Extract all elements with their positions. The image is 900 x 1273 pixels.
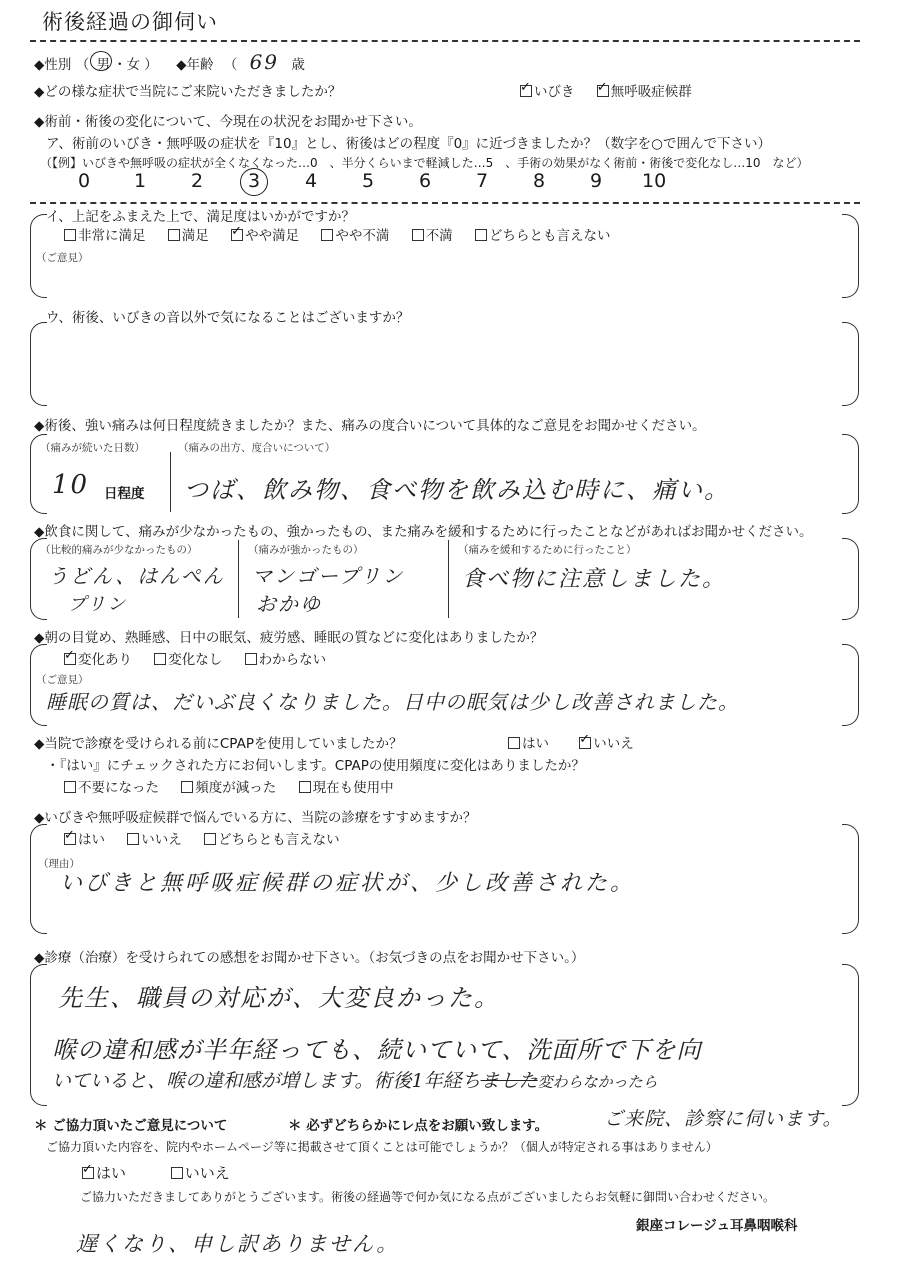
q3-degree-label: （痛みの出方、度合いについて） bbox=[178, 442, 336, 454]
consent-option-no[interactable] bbox=[171, 1164, 230, 1182]
apology-note[interactable]: 遅くなり、申し訳ありません。 bbox=[76, 1232, 400, 1256]
consent-option-yes[interactable] bbox=[82, 1164, 126, 1182]
q6-option-label: いいえ bbox=[593, 736, 634, 752]
q2b-options bbox=[64, 224, 628, 244]
q4-strong-answer-1[interactable]: マンゴープリン bbox=[252, 564, 405, 588]
age-label: ◆年齢 bbox=[176, 57, 214, 73]
q2b-option-satisfied[interactable] bbox=[168, 228, 209, 244]
q2-example: （【例】いびきや無呼吸の症状が全くなくなった…0 、半分くらいまで軽減した…5 、手術の効果がなく術前・術後で変化なし…10 など） bbox=[40, 156, 809, 170]
title-divider bbox=[30, 40, 860, 42]
q4-strong-answer-2[interactable]: おかゆ bbox=[256, 592, 322, 616]
column-divider bbox=[448, 540, 449, 618]
q4-strong-label: （痛みが強かったもの） bbox=[248, 544, 364, 556]
q6-option-yes[interactable] bbox=[508, 736, 549, 752]
q3-text: ◆術後、強い痛みは何日程度続きましたか？また、痛みの度合いについて具体的なご意見をお聞かせください。 bbox=[34, 418, 706, 434]
section-divider bbox=[30, 202, 860, 204]
q5-option-unknown[interactable] bbox=[245, 652, 327, 668]
q2-sub-a: ア、術前のいびき・無呼吸の症状を『10』とし、術後はどの程度『0』に近づきましたか？（数字を○で囲んで下さい） bbox=[46, 136, 771, 152]
q7-reason-label: （理由） bbox=[38, 858, 80, 870]
q7-option-label: はい bbox=[78, 832, 105, 848]
q6-sub: ・『はい』にチェックされた方にお伺いします。CPAPの使用頻度に変化はありましたか？ bbox=[46, 758, 585, 774]
checkbox-icon bbox=[127, 833, 139, 845]
checkbox-icon bbox=[82, 1167, 94, 1179]
q2b-option-dissatisfied[interactable] bbox=[412, 228, 453, 244]
q6-sub-option-label: 頻度が減った bbox=[195, 780, 277, 796]
checkbox-icon bbox=[231, 229, 243, 241]
bracket-right bbox=[842, 964, 859, 1106]
q7-option-neither[interactable] bbox=[204, 832, 340, 848]
q5-option-label: わからない bbox=[258, 652, 327, 668]
q5-option-label: 変化あり bbox=[78, 652, 132, 668]
consent-option-label: いいえ bbox=[184, 1164, 230, 1182]
sex-label: ◆性別 bbox=[34, 57, 72, 73]
q4-relief-answer[interactable]: 食べ物に注意しました。 bbox=[462, 567, 727, 592]
bracket-left bbox=[30, 322, 47, 406]
q7-answer[interactable]: いびきと無呼吸症候群の症状が、少し改善された。 bbox=[60, 871, 636, 896]
q7-option-label: どちらとも言えない bbox=[218, 832, 340, 848]
q6-sub-option-reduced[interactable] bbox=[181, 780, 276, 796]
sex-dot: ・ bbox=[112, 57, 127, 73]
checkbox-icon bbox=[64, 833, 76, 845]
scale-5[interactable]: 5 bbox=[362, 170, 375, 192]
scale-0[interactable]: 0 bbox=[78, 170, 91, 192]
q5-text: ◆朝の目覚め、熟睡感、日中の眠気、疲労感、睡眠の質などに変化はありましたか？ bbox=[34, 630, 544, 646]
bracket-left bbox=[30, 824, 47, 934]
checkbox-icon bbox=[597, 85, 609, 97]
q4-less-answer-1[interactable]: うどん、はんぺん bbox=[48, 564, 225, 588]
age-unit: 歳 bbox=[291, 57, 305, 73]
q8-line-2[interactable]: 喉の違和感が半年経っても、続いていて、洗面所で下を向 bbox=[52, 1036, 702, 1064]
q4-relief-label: （痛みを緩和するために行ったこと） bbox=[458, 544, 637, 556]
sex-male[interactable] bbox=[93, 53, 113, 73]
q5-opinion-label: （ご意見） bbox=[36, 674, 89, 686]
q2b-option-label: やや満足 bbox=[245, 228, 300, 244]
q5-answer[interactable]: 睡眠の質は、だいぶ良くなりました。日中の眠気は少し改善されました。 bbox=[46, 690, 739, 714]
bracket-left bbox=[30, 964, 47, 1106]
q6-options bbox=[508, 732, 652, 752]
paren-open-2: （ bbox=[223, 57, 238, 73]
q1-option-snoring-label: いびき bbox=[534, 84, 575, 100]
checkbox-icon bbox=[204, 833, 216, 845]
q2b-option-label: どちらとも言えない bbox=[488, 228, 611, 244]
q2b-option-neither[interactable] bbox=[475, 228, 611, 244]
q5-options bbox=[64, 648, 344, 668]
consent-option-label: はい bbox=[96, 1164, 127, 1182]
bracket-right bbox=[842, 322, 859, 406]
scale-8[interactable]: 8 bbox=[533, 170, 546, 192]
q2c-text: ウ、術後、いびきの音以外で気になることはございますか？ bbox=[46, 310, 410, 326]
clinic-name: 銀座コレージュ耳鼻咽喉科 bbox=[636, 1218, 798, 1234]
q5-option-changed[interactable] bbox=[64, 652, 132, 668]
checkbox-icon bbox=[520, 85, 532, 97]
q3-days-value[interactable]: 10 bbox=[52, 470, 90, 500]
q4-less-answer-2[interactable]: プリン bbox=[68, 594, 128, 615]
q6-sub-option-label: 現在も使用中 bbox=[312, 780, 394, 796]
q2b-option-label: 満足 bbox=[181, 228, 209, 244]
age-value[interactable]: 69 bbox=[249, 50, 280, 74]
q2b-option-very-satisfied[interactable] bbox=[64, 228, 146, 244]
paren-open: （ bbox=[75, 57, 90, 73]
scale-10[interactable]: 10 bbox=[642, 170, 667, 192]
q8-line-3-strikethrough: ました bbox=[480, 1070, 538, 1092]
bracket-right bbox=[842, 214, 859, 298]
q2b-option-label: やや不満 bbox=[335, 228, 390, 244]
scale-1[interactable]: 1 bbox=[134, 170, 147, 192]
bracket-right bbox=[842, 644, 859, 726]
q3-days-label: （痛みが続いた日数） bbox=[40, 442, 145, 454]
q2b-option-label: 不満 bbox=[425, 228, 453, 244]
sex-row bbox=[34, 50, 305, 74]
checkbox-icon bbox=[64, 653, 76, 665]
checkbox-icon bbox=[64, 781, 76, 793]
scale-2[interactable]: 2 bbox=[191, 170, 204, 192]
consent-heading-b: ＊ 必ずどちらかにレ点をお願い致します。 bbox=[288, 1118, 549, 1134]
q4-text: ◆飲食に関して、痛みが少なかったもの、強かったもの、また痛みを緩和するために行ったことなどがあればお聞かせください。 bbox=[34, 524, 813, 540]
q1-text: ◆どの様な症状で当院にご来院いただきましたか？ bbox=[34, 84, 342, 100]
checkbox-icon bbox=[321, 229, 333, 241]
q6-sub-option-unneeded[interactable] bbox=[64, 780, 159, 796]
q3-degree-answer[interactable]: つば、飲み物、食べ物を飲み込む時に、痛い。 bbox=[184, 476, 730, 504]
consent-options bbox=[82, 1162, 230, 1183]
sex-female[interactable]: 女 bbox=[126, 57, 140, 73]
q2b-text: イ、上記をふまえた上で、満足度はいかがですか？ bbox=[46, 209, 356, 225]
q6-sub-option-still-using[interactable] bbox=[299, 780, 394, 796]
q8-line-3-a: いていると、喉の違和感が増します。術後1年経ち bbox=[52, 1070, 481, 1092]
checkbox-icon bbox=[299, 781, 311, 793]
q4-less-label: （比較的痛みが少なかったもの） bbox=[40, 544, 198, 556]
q8-text: ◆診療（治療）を受けられての感想をお聞かせ下さい。（お気づきの点をお聞かせ下さい。） bbox=[34, 950, 585, 966]
q8-line-3-b: 変わらなかったら bbox=[537, 1073, 658, 1091]
q7-text: ◆いびきや無呼吸症候群で悩んでいる方に、当院の診療をすすめますか？ bbox=[34, 810, 477, 826]
checkbox-icon bbox=[154, 653, 166, 665]
scale-4[interactable]: 4 bbox=[305, 170, 318, 192]
q8-line-4[interactable]: ご来院、診察に伺います。 bbox=[604, 1108, 843, 1130]
q7-option-yes[interactable] bbox=[64, 832, 105, 848]
checkbox-icon bbox=[508, 737, 520, 749]
q5-option-no-change[interactable] bbox=[154, 652, 222, 668]
checkbox-icon bbox=[168, 229, 180, 241]
checkbox-icon bbox=[412, 229, 424, 241]
q1-option-snoring[interactable] bbox=[520, 84, 575, 100]
q7-option-label: いいえ bbox=[141, 832, 182, 848]
bracket-right bbox=[842, 824, 859, 934]
q6-option-label: はい bbox=[522, 736, 549, 752]
column-divider bbox=[238, 540, 239, 618]
q6-option-no[interactable] bbox=[579, 736, 634, 752]
scale-9[interactable]: 9 bbox=[590, 170, 603, 192]
scale-3[interactable]: 3 bbox=[248, 170, 261, 192]
column-divider bbox=[170, 452, 171, 512]
scale-7[interactable]: 7 bbox=[476, 170, 489, 192]
checkbox-icon bbox=[64, 229, 76, 241]
q8-line-3[interactable] bbox=[52, 1066, 658, 1093]
q1-option-apnea[interactable] bbox=[597, 84, 692, 100]
bracket-right bbox=[842, 538, 859, 620]
selected-circle bbox=[240, 168, 268, 196]
checkbox-icon bbox=[245, 653, 257, 665]
checkbox-icon bbox=[475, 229, 487, 241]
q6-sub-option-label: 不要になった bbox=[78, 780, 159, 796]
q7-options bbox=[64, 828, 358, 848]
consent-thanks: ご協力いただきましてありがとうございます。術後の経過等で何か気になる点がございましたらお気軽に御問い合わせください。 bbox=[80, 1190, 776, 1204]
q6-sub-options bbox=[64, 776, 412, 796]
q2b-option-label: 非常に満足 bbox=[78, 228, 146, 244]
checkbox-icon bbox=[181, 781, 193, 793]
paren-close: ） bbox=[144, 57, 158, 73]
bracket-right bbox=[842, 434, 859, 514]
q3-days-unit: 日程度 bbox=[104, 486, 145, 502]
consent-question: ご協力頂いた内容を、院内やホームページ等に掲載させて頂くことは可能でしょうか？（個人が特定される事はありません） bbox=[46, 1140, 718, 1154]
scale-6[interactable]: 6 bbox=[419, 170, 432, 192]
q6-text: ◆当院で診療を受けられる前にCPAPを使用していましたか？ bbox=[34, 736, 403, 752]
page-title: 術後経過の御伺い bbox=[42, 10, 218, 34]
q2b-option-somewhat-satisfied[interactable] bbox=[231, 228, 299, 244]
q1-option-apnea-label: 無呼吸症候群 bbox=[610, 84, 692, 100]
checkbox-icon bbox=[171, 1167, 183, 1179]
q2b-opinion-label: （ご意見） bbox=[36, 252, 89, 264]
q7-option-no[interactable] bbox=[127, 832, 182, 848]
sex-male-label: 男 bbox=[96, 57, 110, 73]
consent-heading-a: ＊ ご協力頂いたご意見について bbox=[34, 1118, 228, 1134]
q2-text: ◆術前・術後の変化について、今現在の状況をお聞かせ下さい。 bbox=[34, 114, 422, 130]
q5-option-label: 変化なし bbox=[168, 652, 223, 668]
checkbox-icon bbox=[579, 737, 591, 749]
q1-options bbox=[520, 80, 710, 100]
q8-line-1[interactable]: 先生、職員の対応が、大変良かった。 bbox=[58, 984, 500, 1012]
q2b-option-somewhat-dissatisfied[interactable] bbox=[321, 228, 389, 244]
